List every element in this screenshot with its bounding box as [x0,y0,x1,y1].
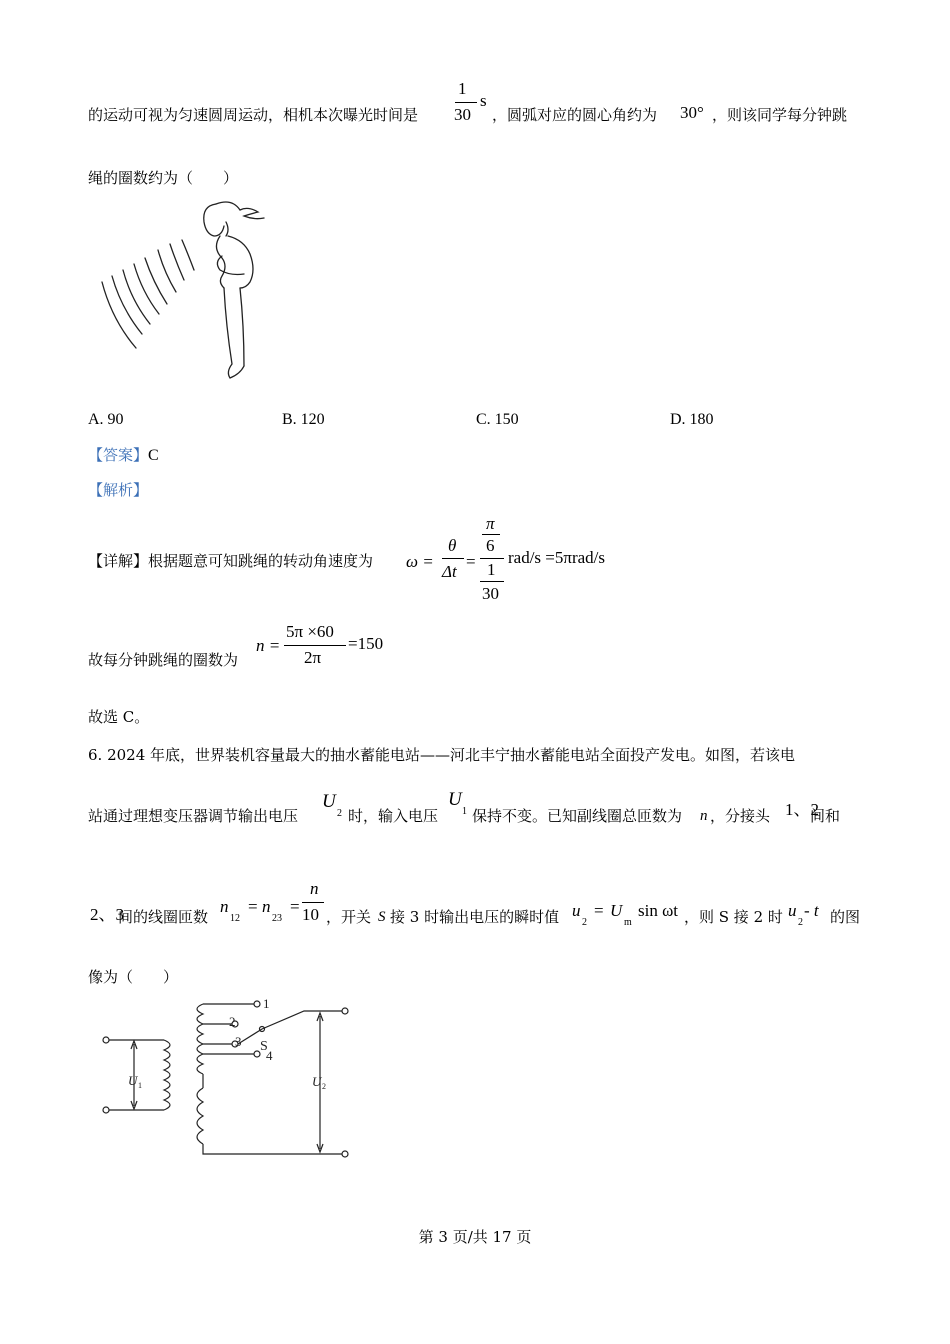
n-result: =150 [348,634,384,653]
person-leg-right [240,288,244,366]
jump-rope-figure [98,196,273,386]
analysis-label: 【解析】 [88,481,149,499]
u2-t-symbol: u [788,901,797,920]
thirty: 30 [482,584,499,603]
q6-line2-e: 间和 [810,807,841,825]
q6-line3 [88,875,868,931]
taps-23: 2、3 [90,905,124,924]
person-head [204,204,224,236]
detail-label: 【详解】 [88,552,149,570]
equals-sign: = [466,552,476,571]
q6-line4: 像为（ ） [88,968,179,986]
switch-label: S [260,1039,268,1054]
q6-line1: 6. 2024 年底，世界装机容量最大的抽水蓄能电站——河北丰宁抽水蓄能电站全面投产发电。如图，若该电 [88,746,796,764]
tap-wires [203,1004,254,1054]
q6-line2-b: 时，输入电压 [348,807,439,825]
delta-t: Δt [442,562,457,581]
n-frac-bar [284,645,346,646]
tap-1-terminal[interactable] [254,1001,260,1007]
n-symbol: n [700,808,708,824]
u2-inst-symbol: u [572,901,581,920]
switch-blade[interactable] [238,1011,342,1044]
u2-label-sub: 2 [322,1082,326,1091]
primary-terminal-top [103,1037,109,1043]
n-expression [256,620,416,676]
u1-label-sub: 1 [138,1081,142,1090]
u1-label: U [128,1073,138,1088]
exposure-frac-den: 30 [454,105,471,124]
answer-value: C [148,447,159,464]
secondary-coil-lower [197,1088,203,1144]
person-face [226,222,228,236]
output-terminal-top [342,1008,348,1014]
q6-line3-c: 接 3 时输出电压的瞬时值 [390,908,560,926]
rope-arc [123,270,150,324]
n-lhs: n = [256,636,281,655]
tap-1-label: 1 [263,996,270,1011]
s-symbol: S [378,909,386,925]
rope-arc [170,244,184,280]
primary-terminal-bottom [103,1107,109,1113]
u2-sub: 2 [337,808,342,819]
n-numerator: 5π ×60 [286,622,334,641]
one: 1 [487,560,496,579]
u2-label: U [312,1074,322,1089]
n12-symbol: n [220,897,229,916]
frac-n: n [310,879,319,898]
um-symbol: U [610,901,623,920]
q5-line1-after: ，则该同学每分钟跳 [712,106,848,124]
omega-lhs: ω = [406,552,434,571]
q6-line3-d: ，则 S 接 2 时 [684,908,783,926]
exposure-unit: s [480,91,487,110]
answer-label: 【答案】 [88,446,149,464]
main-frac-bar [480,558,504,559]
frac-10: 10 [302,905,319,924]
option-a: A. 90 [88,411,124,428]
sin-omega-t: sin ωt [638,901,679,920]
omega-expression [404,512,644,608]
u2-t-sub: 2 [798,917,803,928]
theta: θ [448,536,457,555]
n12-sub: 12 [230,913,240,924]
q6-line3-a: 间的线圈匝数 [118,908,209,926]
eq1: = [248,897,258,916]
n23-sub: 23 [272,913,282,924]
detail-text: 根据题意可知跳绳的转动角速度为 [148,552,374,570]
output-terminal-bottom [342,1151,348,1157]
q5-line1-before: 的运动可视为匀速圆周运动，相机本次曝光时间是 [88,106,419,124]
answer-row [88,445,159,466]
one-thirty-bar [480,581,504,582]
q6-line2 [88,790,868,834]
primary-coil [164,1040,170,1110]
um-sub: m [624,917,632,928]
option-c: C. 150 [476,411,519,428]
tap-4-label: 4 [266,1048,273,1063]
six: 6 [486,536,495,555]
t-symbol: - t [804,901,819,920]
person-arm [217,256,244,275]
eq3: = [594,901,604,920]
n23-symbol: n [262,897,271,916]
detail-row [88,551,373,571]
q5-line2: 绳的圈数约为（ ） [88,169,239,187]
omega-result: rad/s =5πrad/s [508,548,606,567]
pi-num: π [486,514,495,533]
tap-3-label: 3 [235,1034,242,1049]
theta-dt-bar [442,558,464,559]
option-d: D. 180 [670,411,714,428]
angle-value: 30° [680,103,704,122]
n-denominator: 2π [304,648,322,667]
u2-inst-sub: 2 [582,917,587,928]
n-over-10-bar [302,902,324,903]
q6-line2-a: 站通过理想变压器调节输出电压 [88,807,299,825]
taps-12: 1、2 [785,800,819,819]
exposure-frac-num: 1 [458,79,467,98]
q6-line3-e: 的图 [830,908,861,926]
rope-arc [182,240,194,270]
q5-line1-middle: ，圆弧对应的圆心角约为 [492,106,658,124]
pi-six-bar [482,534,500,535]
n-line-text: 故每分钟跳绳的圈数为 [88,651,239,669]
secondary-coil-upper [197,1004,203,1074]
u1-sub: 1 [462,806,467,817]
q6-line2-c: 保持不变。已知副线圈总匝数为 [472,807,683,825]
q6-line3-b: ，开关 [326,908,372,926]
exposure-frac-bar [455,102,477,103]
page-footer: 第 3 页/共 17 页 [418,1228,532,1246]
tap-2-label: 2 [229,1014,236,1029]
person-front [228,236,253,288]
q6-line2-d: ，分接头 [710,807,771,825]
option-b: B. 120 [282,411,325,428]
q5-conclusion: 故选 C。 [88,708,150,726]
u2-symbol: U [322,791,336,812]
rope-arc [158,250,176,292]
transformer-circuit [96,992,356,1164]
eq2: = [290,897,300,916]
person-ponytail [216,202,264,219]
u1-symbol: U [448,789,462,810]
